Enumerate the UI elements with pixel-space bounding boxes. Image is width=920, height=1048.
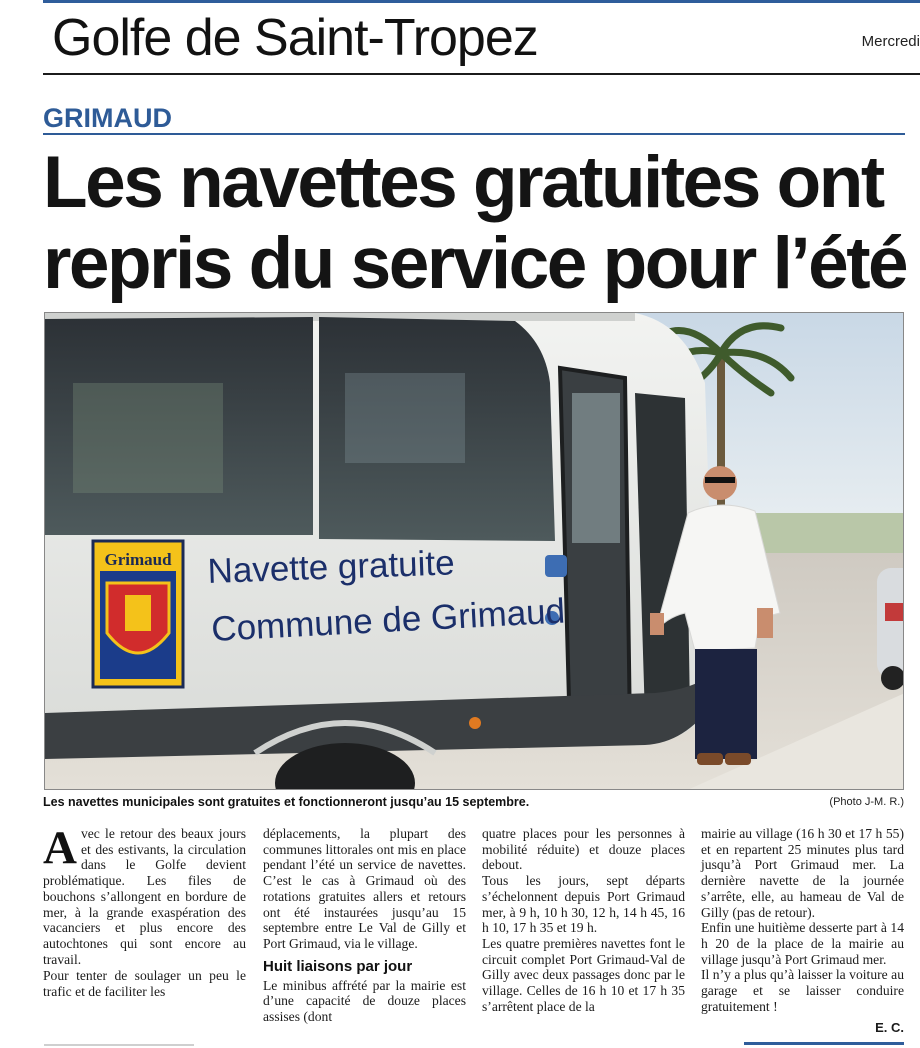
bottom-faint-rule [44,1044,194,1046]
paragraph-3-start: Le minibus affrété par la mairie est d’une capacité de douze places assises (dont [263,977,466,1025]
wheelchair-icon [545,555,567,577]
author-signature: E. C. [875,1020,904,1036]
bottom-accent-rule [744,1042,904,1045]
paragraph-1-text: vec le retour des beaux jours et des estivants, la circulation dans le Golfe devient problématique. Les files de bouchons s’allongent en bordure de mer, à la grande exaspération des vacanciers et plus encore des autochtones qui sont encore au travail. [43,826,246,967]
rubric-label: GRIMAUD [43,103,172,133]
article-column-1 [43,822,246,967]
paragraph-intro [43,822,246,967]
paragraph-5-cont: mairie au village (16 h 30 et 17 h 55) et en repartent 25 minutes plus tard jusqu’à Port Grimaud mer. La dernière navette de la journée s’arrête, elle, au hameau de Val de Gilly (pas de retour). [701,826,904,920]
subhead-liaisons: Huit liaisons par jour [263,957,413,975]
rubric-rule [43,133,905,135]
bus-lettering-2: Commune de Grimaud [210,591,566,649]
top-accent-rule [43,0,920,3]
paragraph-5-start: Les quatre premières navettes font le circuit complet Port Grimaud-Val de Gilly avec deux passages donc par le village. Celles de 16 h 10 et 17 h 35 s’arrêtent place de la [482,935,685,1014]
article-headline: Les navettes gratuites ont repris du service pour l’été [43,142,907,304]
parked-car [877,568,904,690]
paragraph-7: Il n’y a plus qu’à laisser la voiture au garage et se laisser conduire gratuitement ! [701,967,904,1014]
drop-cap: A [43,822,77,874]
article-column-2 [263,826,466,1026]
photo-caption: Les navettes municipales sont gratuites et fonctionneront jusqu’au 15 septembre. [43,795,530,809]
article-column-3 [482,826,685,1016]
logo-text: Grimaud [104,550,172,569]
page-date: Mercredi [861,33,920,50]
article-column-1-cont [43,968,246,1014]
paragraph-2-start [43,968,246,1014]
paragraph-2-cont [263,826,466,952]
photo-credit: (Photo J-M. R.) [829,796,904,808]
paragraph-6: Enfin une huitième desserte part à 14 h 20 de la place de la mairie au village jusqu’à Port Grimaud mer. [701,920,904,967]
section-title: Golfe de Saint-Tropez [52,9,538,67]
photo-bus-illustration [45,313,904,790]
article-photo [44,312,904,790]
paragraph-2-text-b: déplacements, la plupart des communes littorales ont mis en place pendant l’été un service de navettes. C’est le cas à Grimaud où des rotations gratuites allers et retours ont été instaurées jusqu’au 15 septembre entre Le Val de Gilly et Port Grimaud, via le village. [263,826,466,951]
grimaud-logo [93,541,183,687]
article-column-4 [701,826,904,1036]
header-rule [43,73,920,75]
paragraph-2-text-a: Pour tenter de soulager un peu le trafic et de faciliter les [43,968,246,999]
paragraph-4: Tous les jours, sept départs s’échelonnent depuis Port Grimaud mer, à 9 h, 10 h 30, 12 h, 14 h 45, 16 h 10, 17 h 35 et 19 h. [482,873,685,936]
bus-lettering-1: Navette gratuite [206,543,456,591]
paragraph-3-cont: quatre places pour les personnes à mobilité réduite) et douze places debout. [482,826,685,873]
